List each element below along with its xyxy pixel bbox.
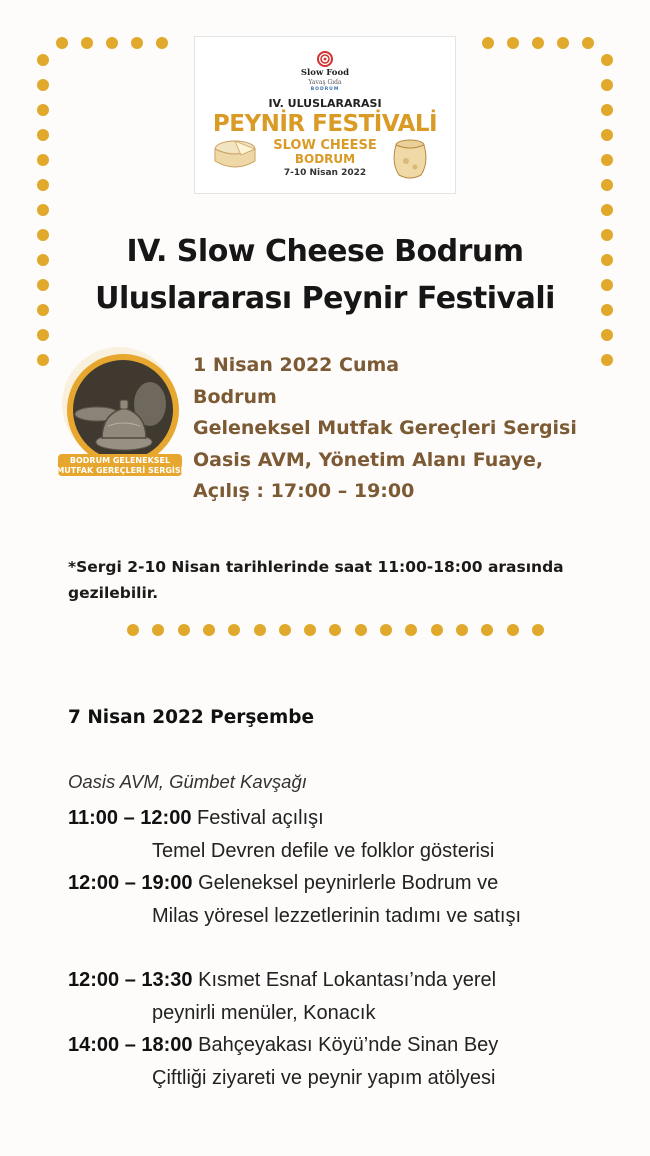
festival-logo [194,36,456,194]
event-name: Geleneksel Mutfak Gereçleri Sergisi [193,417,577,439]
event-date: 1 Nisan 2022 Cuma [193,354,400,376]
frame-dot [56,37,68,49]
frame-dot [37,79,49,91]
frame-dot [106,37,118,49]
exhibition-note: *Sergi 2-10 Nisan tarihlerinde saat 11:00-18:00 arasında gezilebilir. [68,558,564,602]
frame-dot [329,624,341,636]
frame-dot [405,624,417,636]
frame-dot [601,354,613,366]
schedule-time: 14:00 – 18:00 [68,1034,193,1056]
frame-dot [127,624,139,636]
frame-dot [532,37,544,49]
day-venue: Oasis AVM, Gümbet Kavşağı [68,771,307,792]
event-venue: Oasis AVM, Yönetim Alanı Fuaye, [193,448,544,471]
frame-dot [456,624,468,636]
frame-dot [37,104,49,116]
exhibition-badge [52,346,186,482]
frame-dot [507,37,519,49]
logo-brand-sub: Yavaş Gıda [308,79,342,86]
schedule-text: Geleneksel peynirlerle Bodrum ve [192,872,499,894]
logo-edition: IV. ULUSLARARASI [268,97,382,110]
schedule-item [68,802,494,867]
event-details [193,350,577,508]
schedule-time: 11:00 – 12:00 [68,807,192,829]
frame-dot [601,104,613,116]
frame-dot [37,354,49,366]
frame-dot [380,624,392,636]
frame-dot [355,624,367,636]
schedule-text-cont: Milas yöresel lezzetlerinin tadımı ve satışı [152,904,522,927]
badge-line-1: BODRUM GELENEKSEL [69,456,171,465]
frame-dot [482,37,494,49]
logo-brand: Slow Food [300,68,350,78]
frame-dot [601,54,613,66]
schedule-time: 12:00 – 13:30 [68,969,193,991]
frame-dot [601,79,613,91]
frame-dot [37,179,49,191]
frame-dot [481,624,493,636]
frame-dot [557,37,569,49]
logo-slow-cheese: SLOW CHEESE [273,138,377,153]
logo-dates: 7-10 Nisan 2022 [283,168,367,178]
frame-dot [37,204,49,216]
cheese-wheel-icon [211,137,259,173]
schedule-text-cont: Çiftliği ziyareti ve peynir yapım atölyesi [152,1066,496,1089]
frame-dot [228,624,240,636]
schedule-text: Bahçeyakası Köyü’nde Sinan Bey [192,1034,499,1056]
frame-dot [582,37,594,49]
logo-festival: PEYNİR FESTİVALİ [212,111,438,137]
schedule-time: 12:00 – 19:00 [68,872,193,894]
frame-dot [601,129,613,141]
frame-dot [37,54,49,66]
frame-dot [81,37,93,49]
frame-dot [254,624,266,636]
frame-dot [431,624,443,636]
frame-dot [507,624,519,636]
page-title [0,228,650,322]
day-heading: 7 Nisan 2022 Perşembe [68,707,315,728]
cheese-pot-icon [387,137,433,181]
logo-city: BODRUM [294,152,356,166]
frame-dot [152,624,164,636]
frame-dot [156,37,168,49]
schedule-item [68,1029,498,1094]
frame-dot [601,154,613,166]
schedule-text-cont: peynirli menüler, Konacık [152,1001,376,1024]
frame-dot [304,624,316,636]
frame-dot [279,624,291,636]
logo-brand-city: BODRUM [310,87,340,92]
title-line-1: IV. Slow Cheese Bodrum [126,234,524,269]
badge-line-2: MUTFAK GEREÇLERİ SERGİSİ [56,466,184,475]
frame-dot [601,204,613,216]
frame-dot [532,624,544,636]
frame-dot [37,154,49,166]
schedule-item [68,867,521,932]
event-place: Bodrum [193,385,277,408]
frame-dot [178,624,190,636]
frame-dot [601,179,613,191]
schedule-text: Kısmet Esnaf Lokantası’nda yerel [192,969,497,991]
frame-dot [203,624,215,636]
title-line-2: Uluslararası Peynir Festivali [95,281,555,316]
snail-logo-icon [317,51,333,67]
frame-dot [37,129,49,141]
event-hours: Açılış : 17:00 – 19:00 [193,480,415,502]
schedule-item [68,964,496,1029]
frame-dot [37,329,49,341]
schedule-text-cont: Temel Devren defile ve folklor gösterisi [152,839,495,862]
schedule-text: Festival açılışı [191,807,324,829]
frame-dot [131,37,143,49]
frame-dot [601,329,613,341]
